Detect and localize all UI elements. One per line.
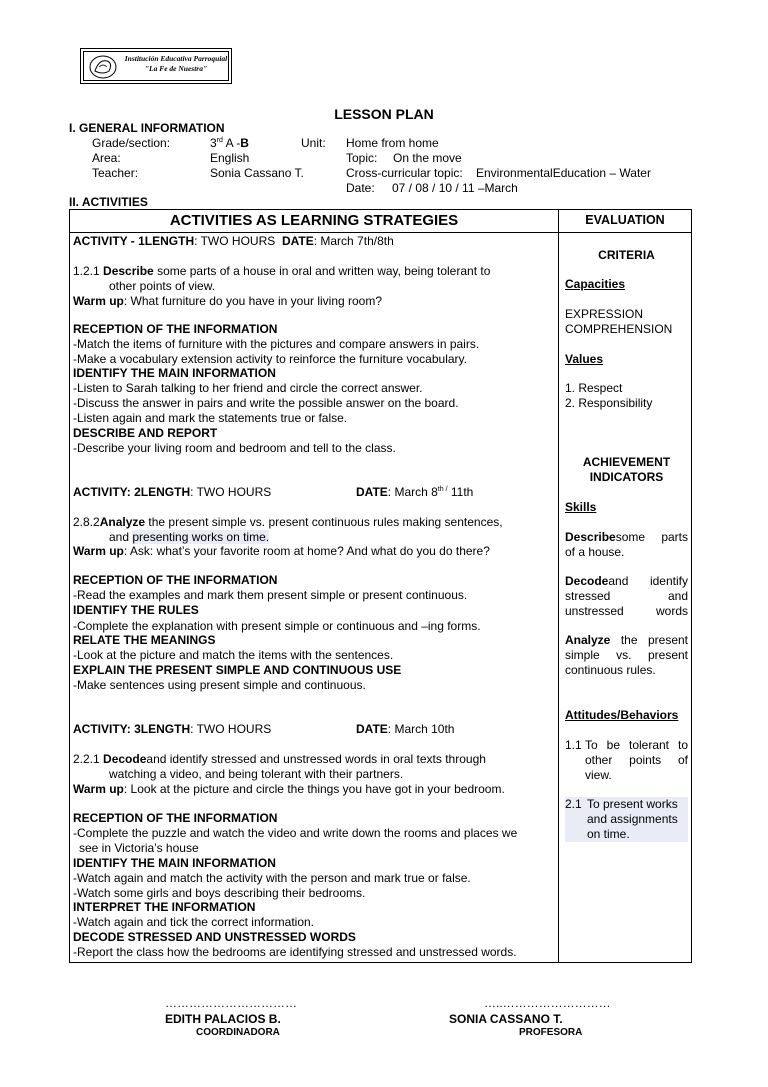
achievement-heading-1: ACHIEVEMENT bbox=[582, 455, 671, 469]
attitudes-heading: Attitudes/Behaviors bbox=[565, 708, 679, 722]
activity-2-date: DATE: March $8^{th /}$ 11th bbox=[356, 485, 474, 499]
topic-label: Topic: bbox=[346, 151, 378, 165]
list-item: -Describe your living room and bedroom and tell to the class. bbox=[73, 441, 396, 455]
activity-1-warmup: Warm up: What furniture do you have in your living room? bbox=[73, 294, 383, 308]
area-value: English bbox=[210, 151, 250, 165]
list-item: -Look at the picture and match the items with the sentences. bbox=[73, 648, 394, 662]
logo-line-1: Institución Educativa Parroquial bbox=[124, 54, 228, 63]
activity-2-section-4: EXPLAIN THE PRESENT SIMPLE AND CONTINUOUS USE bbox=[73, 663, 402, 677]
capacity-item: COMPREHENSION bbox=[565, 322, 673, 336]
list-item: -Match the items of furniture with the pictures and compare answers in pairs. bbox=[73, 337, 480, 351]
activity-3-section-3: INTERPRET THE INFORMATION bbox=[73, 900, 256, 914]
page-title: LESSON PLAN bbox=[334, 106, 434, 122]
list-item: -Make a vocabulary extension activity to reinforce the furniture vocabulary. bbox=[73, 352, 467, 366]
date-value: 07 / 08 / 10 / 11 –March bbox=[392, 181, 518, 195]
cross-label: Cross-curricular topic: bbox=[346, 166, 463, 180]
activity-1-objective-cont: other points of view. bbox=[109, 279, 216, 293]
list-item: -Complete the puzzle and watch the video and write down the rooms and places we bbox=[73, 826, 518, 840]
area-label: Area: bbox=[92, 151, 121, 165]
signature-line-2: …..……………………… bbox=[484, 996, 611, 1010]
activity-2-section-3: RELATE THE MEANINGS bbox=[73, 633, 216, 647]
skills-heading: Skills bbox=[565, 500, 597, 514]
activity-3-objective: 2.2.1 Decodeand identify stressed and unstressed words in oral texts through bbox=[73, 752, 486, 766]
signature-line-1: …………………………… bbox=[165, 996, 297, 1010]
grade-label: Grade/section: bbox=[92, 136, 171, 150]
list-item: -Discuss the answer in pairs and write the possible answer on the board. bbox=[73, 396, 459, 410]
institution-logo bbox=[80, 48, 232, 84]
list-item: -Listen again and mark the statements true or false. bbox=[73, 411, 348, 425]
activity-3-warmup: Warm up: Look at the picture and circle the things you have got in your bedroom. bbox=[73, 782, 505, 796]
criteria-heading: CRITERIA bbox=[598, 248, 655, 262]
activities-heading: II. ACTIVITIES bbox=[69, 195, 148, 209]
activity-2-objective-cont: and presenting works on time. bbox=[109, 530, 270, 544]
activity-2-warmup: Warm up: Ask: what’s your favorite room at home? And what do you do there? bbox=[73, 544, 490, 558]
skill-item: Analyze the present simple vs. present continuous rules. bbox=[565, 633, 688, 677]
unit-label: Unit: bbox=[301, 136, 326, 150]
capacities-heading: Capacities bbox=[565, 277, 626, 291]
teacher-value: Sonia Cassano T. bbox=[210, 166, 304, 180]
activity-2-header: ACTIVITY: 2LENGTH: TWO HOURS bbox=[73, 485, 272, 499]
attitude-item-highlighted: 2.1 To present works and assignments on time. bbox=[565, 797, 688, 842]
activity-1-objective: 1.2.1 Describe some parts of a house in oral and written way, being tolerant to bbox=[73, 264, 491, 278]
activity-3-section-2: IDENTIFY THE MAIN INFORMATION bbox=[73, 856, 276, 870]
date-label: Date: bbox=[346, 181, 375, 195]
logo-text bbox=[123, 54, 229, 74]
achievement-heading-2: INDICATORS bbox=[589, 470, 664, 484]
activity-2-section-2: IDENTIFY THE RULES bbox=[73, 603, 199, 617]
values-heading: Values bbox=[565, 352, 604, 366]
signature-name-1: EDITH PALACIOS B. bbox=[165, 1012, 281, 1026]
list-item: -Report the class how the bedrooms are identifying stressed and unstressed words. bbox=[73, 945, 517, 959]
activity-1-section-2: IDENTIFY THE MAIN INFORMATION bbox=[73, 366, 276, 380]
skill-item: Decodeand identify stressed and unstressed words bbox=[565, 574, 688, 618]
value-item: 1. Respect bbox=[565, 381, 623, 395]
activity-3-date: DATE: March 10th bbox=[356, 722, 455, 736]
general-heading: I. GENERAL INFORMATION bbox=[69, 121, 225, 135]
list-item: -Read the examples and mark them present simple or present continuous. bbox=[73, 588, 468, 602]
activity-3-objective-cont: watching a video, and being tolerant with their partners. bbox=[109, 767, 404, 781]
activities-column-header: ACTIVITIES AS LEARNING STRATEGIES bbox=[169, 212, 459, 229]
attitude-item: 1.1 To be tolerant to other points of view. bbox=[565, 738, 688, 782]
value-item: 2. Responsibility bbox=[565, 396, 653, 410]
list-item: -Complete the explanation with present simple or continuous and –ing forms. bbox=[73, 619, 481, 633]
list-item: -Watch some girls and boys describing their bedrooms. bbox=[73, 886, 366, 900]
logo-emblem-icon bbox=[87, 53, 119, 81]
evaluation-column-header: EVALUATION bbox=[585, 213, 665, 227]
teacher-label: Teacher: bbox=[92, 166, 139, 180]
list-item: -Make sentences using present simple and continuous. bbox=[73, 678, 366, 692]
list-item: -Watch again and match the activity with the person and mark true or false. bbox=[73, 871, 471, 885]
activity-1-header: ACTIVITY - 1LENGTH: TWO HOURS DATE: March 7th/8th bbox=[73, 234, 394, 248]
activity-1-section-3: DESCRIBE AND REPORT bbox=[73, 426, 218, 440]
capacity-item: EXPRESSION bbox=[565, 307, 644, 321]
list-item: see in Victoria’s house bbox=[79, 841, 199, 855]
activity-2-objective: 2.8.2Analyze the present simple vs. present continuous rules making sentences, bbox=[73, 515, 503, 529]
unit-value: Home from home bbox=[346, 136, 439, 150]
activity-2-section-1: RECEPTION OF THE INFORMATION bbox=[73, 573, 278, 587]
signature-name-2: SONIA CASSANO T. bbox=[449, 1012, 563, 1026]
list-item: -Watch again and tick the correct information. bbox=[73, 915, 314, 929]
signature-role-2: PROFESORA bbox=[519, 1027, 583, 1038]
signature-role-1: COORDINADORA bbox=[196, 1027, 280, 1038]
logo-line-2: "La Fe de Nuestra" bbox=[144, 64, 208, 73]
topic-value: On the move bbox=[393, 151, 462, 165]
list-item: -Listen to Sarah talking to her friend and circle the correct answer. bbox=[73, 381, 423, 395]
activity-1-section-1: RECEPTION OF THE INFORMATION bbox=[73, 322, 278, 336]
grade-value: 3rd A -B bbox=[210, 136, 249, 150]
skill-item: Describesome parts of a house. bbox=[565, 530, 688, 559]
cross-value: EnvironmentalEducation – Water bbox=[476, 166, 651, 180]
activity-3-header: ACTIVITY: 3LENGTH: TWO HOURS bbox=[73, 722, 272, 736]
activity-3-section-4: DECODE STRESSED AND UNSTRESSED WORDS bbox=[73, 930, 356, 944]
header-divider bbox=[69, 232, 692, 233]
activity-3-section-1: RECEPTION OF THE INFORMATION bbox=[73, 811, 278, 825]
